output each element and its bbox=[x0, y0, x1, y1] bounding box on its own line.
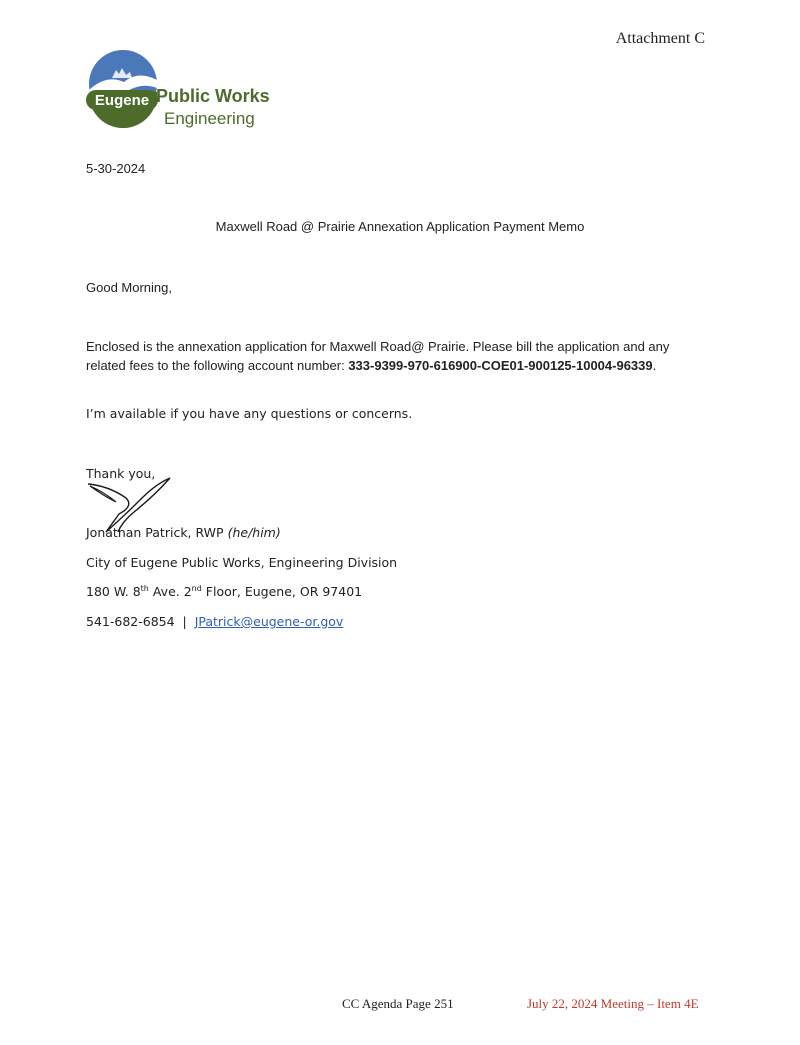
memo-greeting: Good Morning, bbox=[86, 280, 172, 295]
availability-note: I’m available if you have any questions or concerns. bbox=[86, 406, 413, 421]
footer-page-label: CC Agenda Page 251 bbox=[342, 996, 454, 1011]
logo-emblem bbox=[86, 48, 166, 132]
memo-body bbox=[86, 337, 696, 375]
signer-pronouns: (he/him) bbox=[227, 525, 281, 540]
signer-address: 180 W. 8th Ave. 2nd Floor, Eugene, OR 97401 bbox=[86, 584, 363, 600]
body-intro: Enclosed is the annexation application for Maxwell Road@ Prairie. Please bill the application and any related fees to the following account number: bbox=[86, 339, 670, 373]
signer-contact bbox=[86, 614, 343, 629]
logo-public-works: Public Works bbox=[156, 86, 270, 106]
signer-name-text: Jonathan Patrick, RWP bbox=[86, 525, 224, 540]
logo-eugene-text: Eugene bbox=[94, 92, 150, 109]
signer-phone: 541-682-6854 bbox=[86, 614, 175, 629]
contact-separator: | bbox=[182, 614, 187, 629]
attachment-label: Attachment C bbox=[615, 30, 705, 47]
memo-date: 5-30-2024 bbox=[86, 161, 146, 176]
email-link[interactable]: JPatrick@eugene-or.gov bbox=[194, 614, 344, 629]
closing: Thank you, bbox=[86, 466, 156, 481]
memo-subject: Maxwell Road @ Prairie Annexation Application Payment Memo bbox=[215, 219, 585, 234]
body-end: . bbox=[652, 358, 657, 373]
signer-organization: City of Eugene Public Works, Engineering Division bbox=[86, 555, 398, 570]
footer-meeting: July 22, 2024 Meeting – Item 4E bbox=[527, 996, 699, 1011]
eugene-public-works-logo bbox=[86, 48, 276, 132]
account-number: 333-9399-970-616900-COE01-900125-10004-96339 bbox=[348, 358, 653, 373]
logo-engineering: Engineering bbox=[164, 109, 255, 128]
signer-name bbox=[86, 525, 281, 540]
